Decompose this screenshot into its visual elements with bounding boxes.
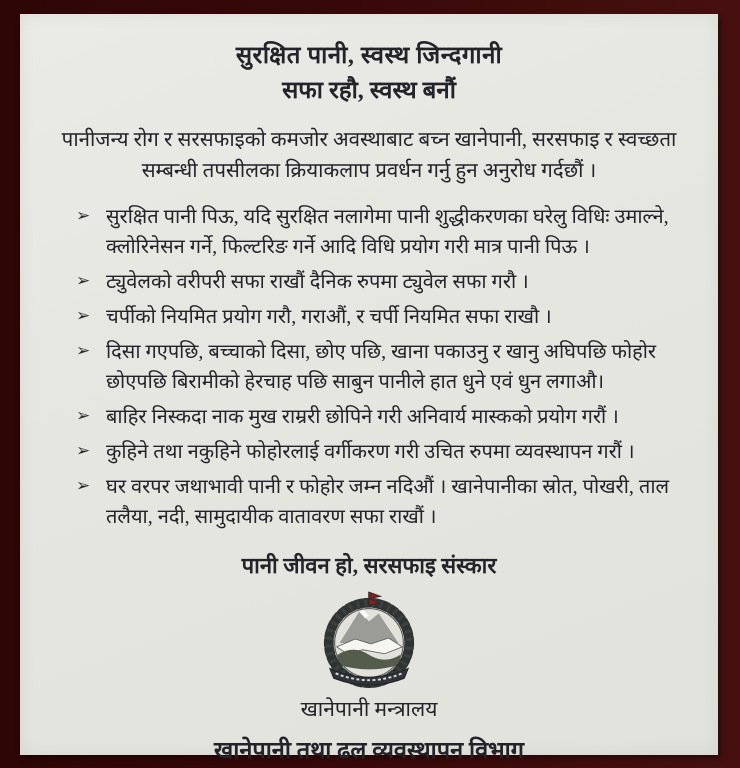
list-item-text: घर वरपर जथाभावी पानी र फोहोर जम्न नदिऔं । खानेपानीका स्रोत, पोखरी, ताल तलैया, नदी, सामुदायीक वातावरण सफा राखौं । — [106, 476, 670, 529]
list-item — [76, 302, 684, 332]
arrow-bullet-icon: ➢ — [76, 271, 91, 291]
list-item — [76, 337, 684, 397]
list-item-text: दिसा गएपछि, बच्चाको दिसा, छोए पछि, खाना पकाउनु र खानु अघिपछि फोहोर छोएपछि बिरामीको हेरचाह पछि साबुन पानीले हात धुने एवं धुन लगाऔ। — [106, 341, 657, 394]
arrow-bullet-icon: ➢ — [76, 441, 91, 461]
notice-document — [20, 14, 718, 765]
action-points-list — [76, 202, 684, 532]
list-item — [76, 267, 684, 297]
arrow-bullet-icon: ➢ — [76, 341, 91, 361]
list-item — [76, 437, 684, 467]
arrow-bullet-icon: ➢ — [76, 306, 91, 326]
document-title-line1: सुरक्षित पानी, स्वस्थ जिन्दगानी — [235, 43, 503, 69]
list-item — [76, 402, 684, 432]
nepal-government-emblem-icon — [310, 590, 428, 690]
slogan-text: पानी जीवन हो, सरसफाइ संस्कार — [241, 553, 497, 579]
list-item — [76, 472, 684, 532]
list-item-text: सुरक्षित पानी पिऊ, यदि सुरक्षित नलागेमा पानी शुद्धीकरणका घरेलु विधिः उमाल्ने, क्लोरिनेसन गर्ने, फिल्टरिङ गर्ने आदि विधि प्रयोग गरी मात्र पानी पिऊ । — [106, 206, 669, 259]
list-item-text: बाहिर निस्कदा नाक मुख राम्ररी छोपिने गरी अनिवार्य मास्कको प्रयोग गरौं । — [106, 406, 619, 429]
arrow-bullet-icon: ➢ — [76, 206, 91, 226]
list-item — [76, 202, 684, 262]
list-item-text: कुहिने तथा नकुहिने फोहोरलाई वर्गीकरण गरी उचित रुपमा व्यवस्थापन गरौं । — [106, 441, 635, 464]
list-item-text: चर्पीको नियमित प्रयोग गरौ, गराऔं, र चर्पी नियमित सफा राखौ । — [106, 306, 552, 329]
arrow-bullet-icon: ➢ — [76, 476, 91, 496]
intro-paragraph: पानीजन्य रोग र सरसफाइको कमजोर अवस्थाबाट बच्न खानेपानी, सरसफाइ र स्वच्छता सम्बन्धी तपसीलका क्रियाकलाप प्रवर्धन गर्नु हुन अनुरोध गर्दछौं । — [61, 128, 677, 182]
arrow-bullet-icon: ➢ — [76, 406, 91, 426]
list-item-text: ट्युवेलको वरीपरी सफा राखौं दैनिक रुपमा ट्युवेल सफा गरौ । — [106, 271, 529, 294]
document-title-line2: सफा रहौ, स्वस्थ बनौं — [282, 78, 456, 105]
ministry-name: खानेपानी मन्त्रालय — [300, 697, 438, 722]
government-emblem-logo — [36, 590, 702, 695]
department-name: खानेपानी तथा ढल व्यवस्थापन विभाग — [214, 738, 524, 765]
